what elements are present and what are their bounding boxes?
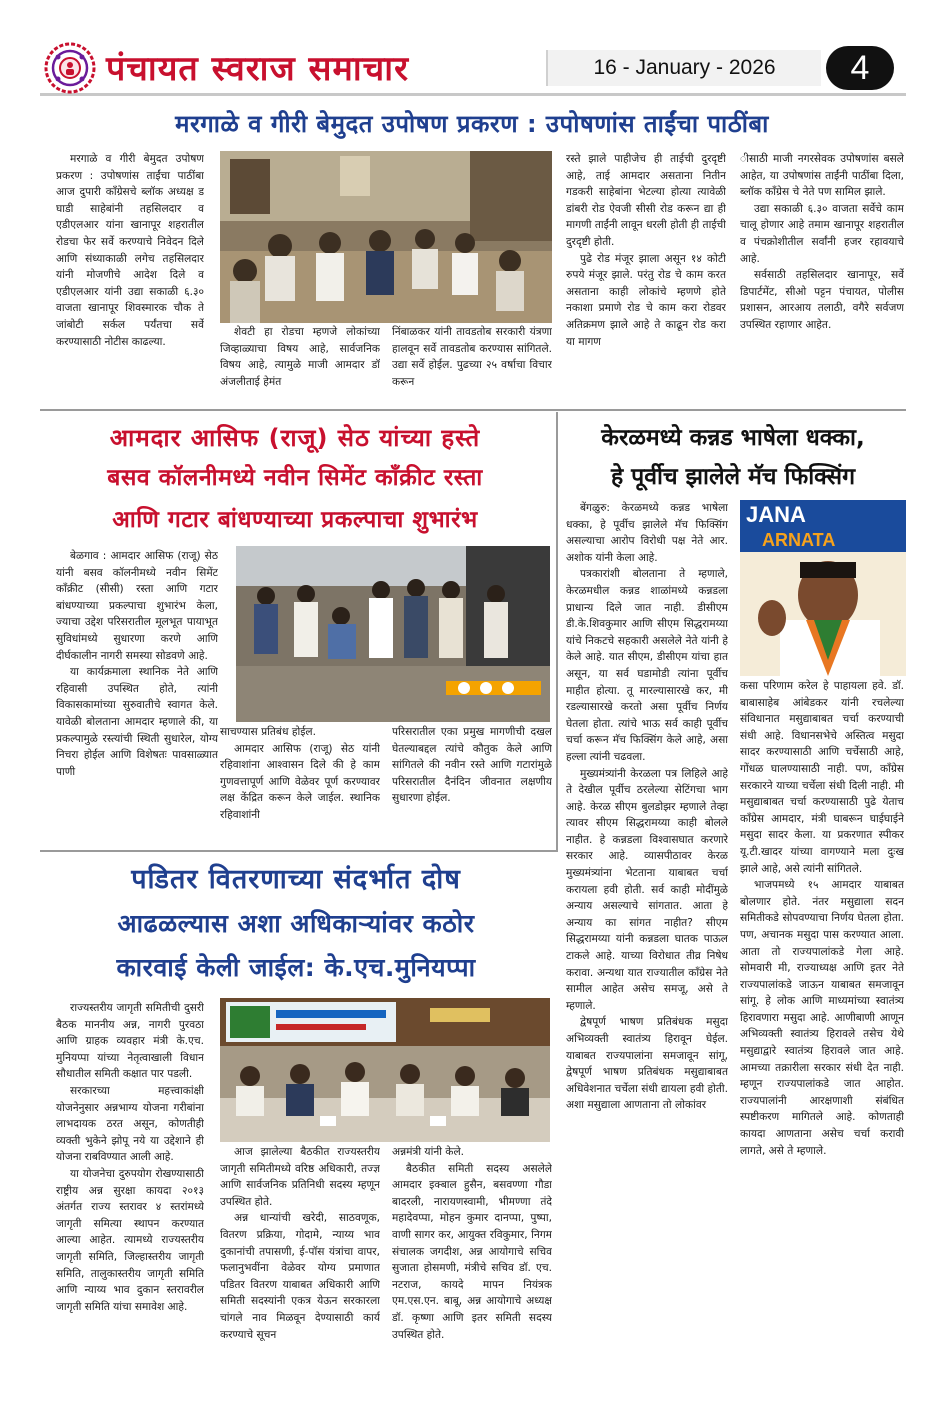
story2-para: परिसरातील एका प्रमुख मागणीची दखल घेतल्याबद्दल त्यांचे कौतुक केले आणि सांगितले की नवीन रस्ते आणि गटारांमुळे परिसरातील दैनंदिन जीवनात लक्षणीय सुधारणा होईल. bbox=[392, 726, 552, 805]
section-divider bbox=[40, 409, 906, 411]
story3-para: बेंगळुरु: केरळमध्ये कन्नड भाषेला धक्का, हे पूर्वीच झालेले मॅच फिक्सिंग असल्याचा आरोप विरोधी पक्ष नेते आर. अशोक यांनी केला आहे. bbox=[566, 502, 728, 564]
story1-para: निंबाळकर यांनी तावडतोब सरकारी यंत्रणा हालवून सर्वे तावडतोब करण्यास सांगितले. उद्या सर्वे होईल. पुढच्या २५ वर्षाचा विचार करून bbox=[392, 326, 552, 388]
page-number-badge: 4 bbox=[826, 46, 894, 90]
story3-column-2 bbox=[740, 678, 904, 1378]
story2-headline-line-2: बसव कॉलनीमध्ये नवीन सिमेंट कॉंक्रीट रस्ता bbox=[107, 465, 483, 491]
story1-headline: मरगाळे व गीरी बेमुदत उपोषण प्रकरण : उपोषणांस ताईंचा पाठींबा bbox=[175, 110, 769, 138]
story2-headline-line-1: आमदार आसिफ (राजू) सेठ यांच्या हस्ते bbox=[109, 424, 481, 452]
story4-para: आज झालेल्या बैठकीत राज्यस्तरीय जागृती समितीमध्ये वरिष्ठ अधिकारी, तज्ज्ञ आणि सार्वजनिक प्रतिनिधी सदस्य म्हणून उपस्थित होते. bbox=[220, 1146, 380, 1208]
story4-column-3 bbox=[392, 1144, 552, 1384]
story2-column-3 bbox=[392, 724, 552, 840]
story4-para: अन्न धान्यांची खरेदी, साठवणूक, वितरण प्रक्रिया, गोदामे, न्याय्य भाव दुकानांची तपासणी, ई-पॉस यंत्रांचा वापर, फलानुभवींना वेळेवर योग्य प्रमाणात पडितर वितरण याबाबत अधिकारी आणि समिती सदस्यांनी एकत्र येऊन सरकारला चांगले नाव मिळवून देण्यासाठी कार्य करण्याचे सूचन bbox=[220, 1212, 380, 1341]
story2-para: आमदार आसिफ (राजू) सेठ यांनी रहिवाशांना आश्वासन दिले की हे काम गुणवत्तापूर्ण आणि वेळेवर पूर्ण करण्यावर लक्ष केंद्रित करून केले जाईल. स्थानिक रहिवाशांनी bbox=[220, 742, 380, 821]
story2-column-1 bbox=[56, 548, 218, 840]
masthead bbox=[40, 42, 906, 96]
story4-para: या योजनेचा दुरुपयोग रोखण्यासाठी राष्ट्रीय अन्न सुरक्षा कायदा २०१३ अंतर्गत राज्य स्तरावर ४ स्तरांमध्ये जागृती समित्या स्थापन करण्यात आल्या आहेत. त्यामध्ये राज्यस्तरीय जागृती समिति, जिल्हास्तरीय जागृती समिति, तालुकास्तरीय जागृती समिति आणि न्याय्य भाव दुकान स्तरावरील जागृती समिति यांचा समावेश आहे. bbox=[56, 1167, 204, 1313]
story4-headline-line-2: आढळल्यास अशा अधिकाऱ्यांवर कठोर bbox=[117, 909, 475, 938]
story3-para: द्वेषपूर्ण भाषण प्रतिबंधक मसुदा अभिव्यक्ती स्वातंत्र्य हिरावून घेईल. याबाबत राज्यपालांना समजावून सांगू, द्वेषपूर्ण भाषण प्रतिबंधक मसुद्याबाबत अधिवेशनात चर्चेला संधी द्यायला हवी होती. अशा मसुद्याला आणताना तो लोकांवर bbox=[566, 1016, 728, 1112]
story2-headline-line-3: आणि गटार बांधण्याच्या प्रकल्पाचा शुभारंभ bbox=[112, 507, 478, 533]
story4-para: सरकारच्या महत्त्वाकांक्षी योजनेनुसार अन्नभाग्य योजना गरीबांना लाभदायक ठरत असून, कोणतीही व्यक्ती भुकेने झोपू नये या उद्देशाने ही योजना राबविण्यात आली आहे. bbox=[56, 1084, 204, 1164]
story3-photo-leader bbox=[740, 500, 906, 676]
story1-column-3 bbox=[392, 324, 552, 402]
story4-para: राज्यस्तरीय जागृती समितीची दुसरी बैठक माननीय अन्न, नागरी पुरवठा आणि ग्राहक व्यवहार मंत्री के.एच. मुनियप्पा यांच्या नेतृत्वाखाली विधान सौधातील समिती कक्षात पार पडली. bbox=[56, 1002, 204, 1081]
story4-para: बैठकीत समिती सदस्य असलेले आमदार इक्बाल हुसैन, बसवण्णा गौडा बादरली, नारायणस्वामी, भीमण्णा तंदे महादेवप्पा, मोहन कुमार दानप्पा, पुष्पा, वाणी सागर कर, आयुक्त रविकुमार, निगम संचालक जगदीश, अन्न आयोगाचे सचिव सुजाता होसमणी, मंत्रीचे सचिव डॉ. एच. नटराज, कायदे मापन नियंत्रक एम.एस.एन. बाबू, अन्न आयोगाचे अध्यक्ष डॉ. कृष्णा आणि इतर समिती सदस्य उपस्थित होते. bbox=[392, 1162, 552, 1341]
story2-para: या कार्यक्रमाला स्थानिक नेते आणि रहिवासी उपस्थित होते, त्यांनी विकासकामांच्या सुरुवातीचे स्वागत केले. यावेळी बोलताना आमदार म्हणाले की, या प्रकल्पामुळे रस्त्यांची स्थिती सुधारेल, योग्य निचरा होईल आणि विशेषतः पावसाळ्यात पाणी bbox=[56, 666, 218, 778]
story1-para: सर्वसाठी तहसिलदार खानापूर, सर्वे डिपार्टमेंट, सीओ पट्टन पंचायत, पोलीस प्रशासन, आरआय तलाठी, वगैरे सर्वजण उपस्थित रहाणार आहेत. bbox=[740, 269, 904, 331]
story1-para: मरगाळे व गीरी बेमुदत उपोषण प्रकरण : उपोषणांस ताईंचा पाठींबा आज दुपारी कॉंग्रेसचे ब्लॉक अध्यक्ष ड घाडी साहेबांनी तहसिलदार व एडीएलआर यांना खानापूर शहरातील रोडचा फेर सर्वे करण्याचे निवेदन दिले आणि संध्याकाळी लगेच तहसिलदार यांनी मोजणीचे आदेश दिले व एडीएलआर यांनी उद्या सकाळी ६.३० वाजता खानापूर शिवस्मारक चौक ते जांबोटी सर्कल पर्यंतचा सर्वे करण्यासाठी नोटीस काढल्या. bbox=[56, 153, 204, 348]
story4-column-2 bbox=[220, 1144, 380, 1384]
story1-para: रस्ते झाले पाहीजेच ही ताईची दुरदृष्टी आहे, ताई आमदार असताना नितीन गडकरी साहेबांना भेटल्या होत्या त्यावेळी डांबरी रोड ऐवजी सीसी रोड करून द्या ही मागणी ताईंनी लावून धरली होती ही ताईची दुरदृष्टी होती. bbox=[566, 153, 726, 248]
section-divider bbox=[40, 850, 556, 852]
story3-para: पत्रकारांशी बोलताना ते म्हणाले, केरळमधील कन्नड शाळांमध्ये कन्नडला प्राधान्य दिले जात नाही. डीसीएम डी.के.शिवकुमार आणि सीएम सिद्धरामय्या यांचे निकटचे सहकारी असलेले नेते यांनी हे केले आहे. यात सीएम, डीसीएम यांचा हात असून, या सर्व घडामोडी त्यांना पूर्वीच माहीत होत्या. तू मारल्यासारखे कर, मी रडल्यासारखे करतो असा पूर्वीच निर्णय घेतला होता. त्यांचे भाऊ सर्व काही पूर्वीच चर्चा करून मॅच फिक्सिंग केले आहे, असा हल्ला त्यांनी चढवला. bbox=[566, 568, 728, 763]
story1-column-2 bbox=[220, 324, 380, 402]
column-divider bbox=[556, 412, 558, 852]
story2-photo-inauguration bbox=[236, 546, 550, 722]
story1-para: शेवटी हा रोडचा म्हणजे लोकांच्या जिव्हाळ्याचा विषय आहे, सार्वजनिक विषय आहे, त्यामुळे माजी आमदार डॉ अंजलीताई हेमंत bbox=[220, 326, 380, 388]
story3-headline-line-2: हे पूर्वीच झालेले मॅच फिक्सिंग bbox=[610, 464, 856, 490]
story4-photo-meeting bbox=[220, 998, 550, 1142]
story4-headline-line-1: पडितर वितरणाच्या संदर्भात दोष bbox=[131, 864, 461, 895]
story1-column-5 bbox=[740, 151, 904, 401]
story1-para: उद्या सकाळी ६.३० वाजता सर्वेचे काम चालू होणार आहे तमाम खानापूर शहरातील व पंचक्रोशीतील सर्वांनी हजर रहावयाचे आहे. bbox=[740, 202, 904, 265]
story4-para: अन्नमंत्री यांनी केले. bbox=[392, 1146, 464, 1158]
svg-text:JANA: JANA bbox=[746, 502, 806, 527]
story4-column-1 bbox=[56, 1000, 204, 1385]
story2-para: बेळगाव : आमदार आसिफ (राजू) सेठ यांनी बसव कॉलनीमध्ये नवीन सिमेंट कॉंक्रीट (सीसी) रस्ता आणि गटार बांधण्याच्या प्रकल्पाचा शुभारंभ केला, ज्याचा उद्देश परिसरातील मूलभूत पायाभूत सुविधांमध्ये सुधारणा करणे आणि दीर्घकालीन नागरी समस्या सोडवणे आहे. bbox=[56, 550, 218, 662]
story1-para: ीसाठी माजी नगरसेवक उपोषणांस बसले आहेत, या उपोषणांस ताईंनी पाठींबा दिला, ब्लॉक कॉंग्रेस चे नेते पण सामिल झाले. bbox=[740, 153, 904, 199]
story1-column-4 bbox=[566, 151, 726, 401]
story3-para: कसा परिणाम करेल हे पाहायला हवे. डॉ. बाबासाहेब आंबेडकर यांनी रचलेल्या संविधानात मसुद्याबाबत चर्चा करण्याची संधी आहे. विधानसभेचे अस्तित्व मसुदा सादर करण्यासाठी आणि चर्चेसाठी आहे, गोंधळ घालण्यासाठी नाही. पण, कॉंग्रेस सरकारने याच्या चर्चेला संधी दिली नाही. मी मसुद्याबाबत चर्चा करण्यासाठी पुढे येताच कॉंग्रेस आमदार, मंत्री घाबरून घाईघाईने मसुदा सादर केला. या प्रकरणात स्पीकर यू.टी.खादर यांच्या वागण्याने मला दुःख झाले आहे, असे त्यांनी सांगितले. bbox=[740, 680, 904, 875]
story1-column-1 bbox=[56, 151, 204, 401]
story2-column-2 bbox=[220, 724, 380, 840]
story4-headline-line-3: कारवाई केली जाईल: के.एच.मुनियप्पा bbox=[116, 953, 476, 982]
story3-headline-line-1: केरळमध्ये कन्नड भाषेला धक्का, bbox=[601, 425, 865, 451]
story1-photo-protest bbox=[220, 151, 552, 323]
newspaper-name: पंचायत स्वराज समाचार bbox=[106, 49, 409, 89]
panchayat-logo-icon bbox=[44, 42, 96, 94]
story1-para: पुढे रोड मंजूर झाला असून १४ कोटी रुपये मंजूर झाले. परंतु रोड चे काम करत असताना काही लोकांचे म्हणणे होते नकाशा प्रमाणे रोड चे काम करा रोडवर अतिक्रमण झाले आहे ते काढून रोड करा या मागण bbox=[566, 252, 726, 348]
story2-para: साचण्यास प्रतिबंध होईल. bbox=[220, 726, 316, 738]
issue-date: 16 - January - 2026 bbox=[546, 50, 821, 86]
svg-text:ARNATA: ARNATA bbox=[762, 530, 836, 550]
story3-column-1 bbox=[566, 500, 728, 1380]
story3-para: मुख्यमंत्र्यांनी केरळला पत्र लिहिले आहे ते देखील पूर्वीच ठरलेल्या सेटिंगचा भाग आहे. केरळ सीएम बुलडोझर म्हणाले तेव्हा त्यावर सीएम सिद्धरामय्या काही बोलले नाहीत. हे कन्नडला विश्वासघात करणारे सरकार आहे. व्यासपीठावर केरळ मुख्यमंत्र्यांना भेटताना याबाबत चर्चा करायला हवी होती. सर्व काही मोदींमुळे अन्याय असल्याचे सांगतात. आता हे अन्याय का सांगत नाहीत? सीएम सिद्धरामय्या यांनी कन्नडला घातक पाऊल टाकले आहे. याच्या विरोधात तीव्र निषेध करावा. अन्यथा यात राज्यातील कॉंग्रेस नेते सामील आहेत असेच समजू, असे ते म्हणाले. bbox=[566, 767, 728, 1012]
story3-para: भाजपमध्ये १५ आमदार याबाबत बोलणार होते. नंतर मसुद्याला सदन समितीकडे सोपवण्याचा निर्णय घेतला होता. पण, अचानक मसुदा पास करण्यात आला. आता तो राज्यपालांकडे गेला आहे. सोमवारी मी, राज्याध्यक्ष आणि इतर नेते राज्यपालांकडे जाऊन याबाबत समजावून सांगू. हे लोक आणि माध्यमांच्या स्वातंत्र्य हिरावणारा मसुदा आहे. आणीबाणी आणून अभिव्यक्ती स्वातंत्र्य हिरावले तसेच येथे मसुद्याद्वारे स्वातंत्र्य हिरावले जात आहे. आमच्या तक्रारीला सरकार संधी देत नाही. म्हणून राज्यपालांकडे जात आहोत. राज्यपालांनी आरक्षणाशी संबंधित स्पष्टीकरण मागितले आहे. कोणताही कायदा आणताना असेच चर्चा करावी लागते, असे ते म्हणाले. bbox=[740, 879, 904, 1157]
